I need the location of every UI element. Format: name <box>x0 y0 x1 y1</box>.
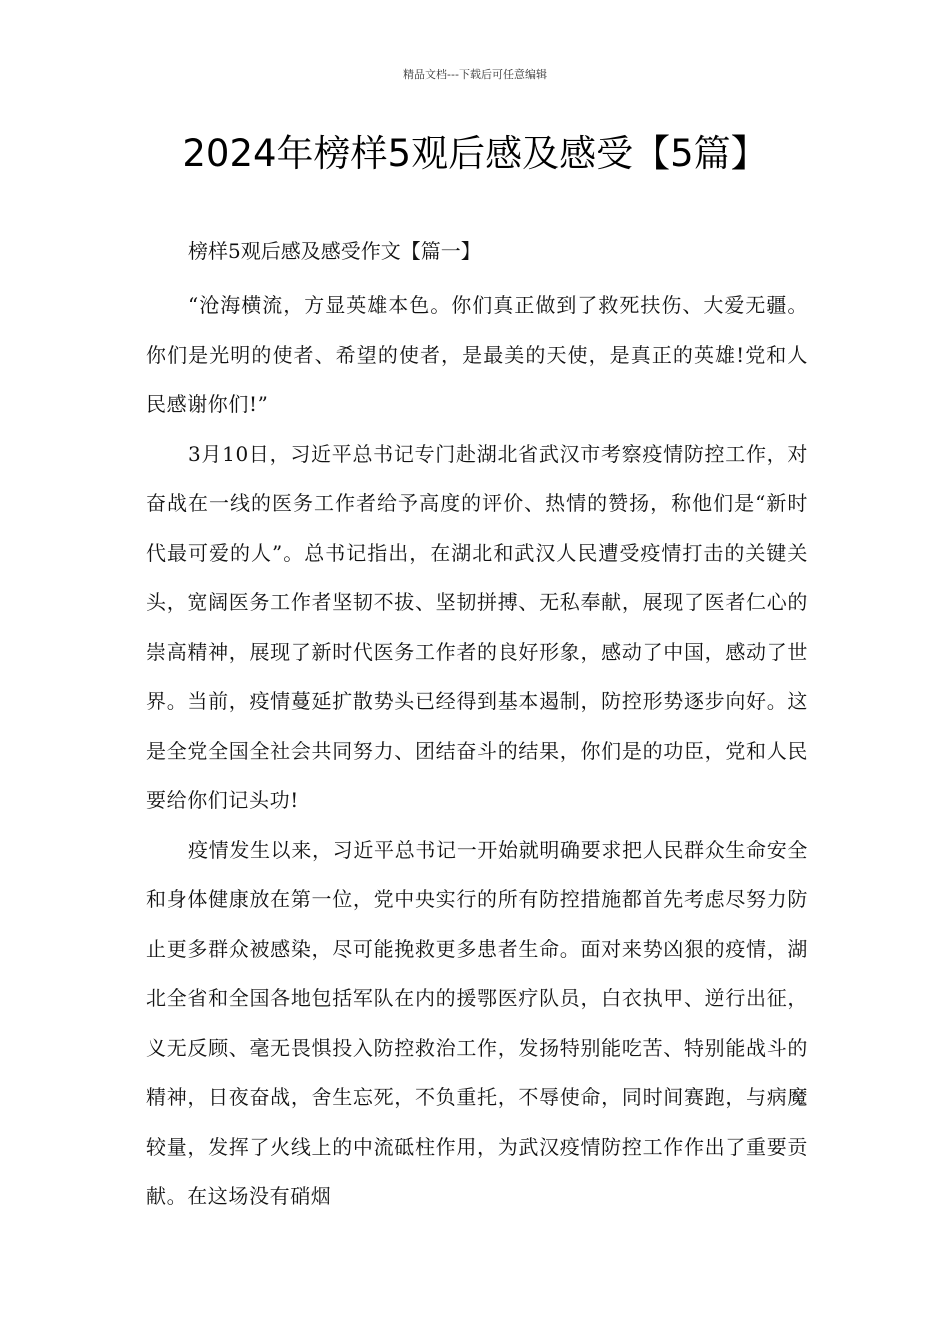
section-heading: 榜样5观后感及感受作文【篇一】 <box>188 239 481 263</box>
document-title: 2024年榜样5观后感及感受【5篇】 <box>182 132 768 175</box>
header-note: 精品文档---下载后可任意编辑 <box>403 68 547 81</box>
paragraph-1: “沧海横流，方显英雄本色。你们真正做到了救死扶伤、大爱无疆。你们是光明的使者、希望的使者，是最美的天使，是真正的英雄!党和人民感谢你们!” <box>146 293 808 416</box>
paragraph-2: 3月10日，习近平总书记专门赴湖北省武汉市考察疫情防控工作，对奋战在一线的医务工作者给予高度的评价、热情的赞扬，称他们是“新时代最可爱的人”。总书记指出，在湖北和武汉人民遭受疫情打击的关键关头，宽阔医务工作者坚韧不拔、坚韧拼搏、无私奉献，展现了医者仁心的崇高精神，展现了新时代医务工作者的良好形象，感动了中国，感动了世界。当前，疫情蔓延扩散势头已经得到基本遏制，防控形势逐步向好。这是全党全国全社会共同努力、团结奋斗的结果，你们是的功臣，党和人民要给你们记头功! <box>146 441 808 812</box>
document-body <box>146 227 808 1222</box>
paragraph-3: 疫情发生以来，习近平总书记一开始就明确要求把人民群众生命安全和身体健康放在第一位，党中央实行的所有防控措施都首先考虑尽努力防止更多群众被感染，尽可能挽救更多患者生命。面对来势凶狠的疫情，湖北全省和全国各地包括军队在内的援鄂医疗队员，白衣执甲、逆行出征，义无反顾、毫无畏惧投入防控救治工作，发扬特别能吃苦、特别能战斗的精神，日夜奋战，舍生忘死，不负重托，不辱使命，同时间赛跑，与病魔较量，发挥了火线上的中流砥柱作用，为武汉疫情防控工作作出了重要贡献。在这场没有硝烟 <box>146 837 808 1208</box>
